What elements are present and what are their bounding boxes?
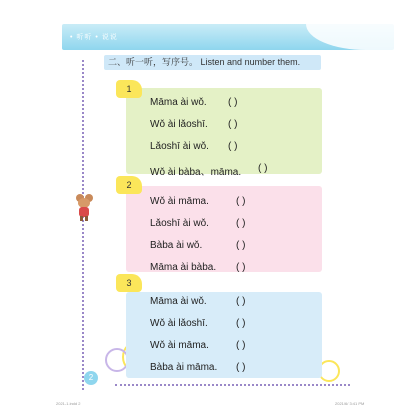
answer-blank[interactable]: ( ) xyxy=(228,119,238,130)
section-title-en: Listen and number them. xyxy=(200,57,301,67)
sentence: Bàba ài māma. xyxy=(150,362,218,373)
page-number: 2 xyxy=(84,371,98,385)
sentence: Māma ài wǒ. xyxy=(150,296,207,307)
answer-blank[interactable]: ( ) xyxy=(236,240,246,251)
sentence: Wǒ ài lǎoshī. xyxy=(150,318,208,329)
banner-wave xyxy=(306,24,396,50)
sentence: Bàba ài wǒ. xyxy=(150,240,203,251)
sentence: Wǒ ài bàba、māma. xyxy=(150,167,242,178)
section-header xyxy=(104,55,321,70)
answer-blank[interactable]: ( ) xyxy=(258,163,268,174)
sentence: Māma ài wǒ. xyxy=(150,97,207,108)
sentence: Māma ài bàba. xyxy=(150,262,217,273)
bottom-dotted-border xyxy=(115,384,350,388)
group-1-number: 1 xyxy=(116,80,142,98)
sentence: Wǒ ài lǎoshī. xyxy=(150,119,208,130)
group-3-number: 3 xyxy=(116,274,142,292)
top-banner xyxy=(62,24,394,50)
answer-blank[interactable]: ( ) xyxy=(236,196,246,207)
answer-blank[interactable]: ( ) xyxy=(236,340,246,351)
section-title-cn: 二、听一听，写序号。 xyxy=(108,57,199,67)
sentence: Lǎoshī ài wǒ. xyxy=(150,218,209,229)
answer-blank[interactable]: ( ) xyxy=(236,262,246,273)
footer-right: 2021/6/ 3:41 PM xyxy=(335,401,365,406)
answer-blank[interactable]: ( ) xyxy=(236,318,246,329)
answer-blank[interactable]: ( ) xyxy=(236,218,246,229)
left-dotted-border xyxy=(82,60,96,390)
answer-blank[interactable]: ( ) xyxy=(236,296,246,307)
banner-label: • 听听 • 说说 xyxy=(70,34,118,41)
sentence: Lǎoshī ài wǒ. xyxy=(150,141,209,152)
group-2-number: 2 xyxy=(116,176,142,194)
mouse-illustration xyxy=(72,192,96,222)
answer-blank[interactable]: ( ) xyxy=(236,362,246,373)
answer-blank[interactable]: ( ) xyxy=(228,97,238,108)
footer-left: 2021-1.indd 2 xyxy=(56,401,81,406)
sentence: Wǒ ài māma. xyxy=(150,340,209,351)
answer-blank[interactable]: ( ) xyxy=(228,141,238,152)
sentence: Wǒ ài māma. xyxy=(150,196,209,207)
